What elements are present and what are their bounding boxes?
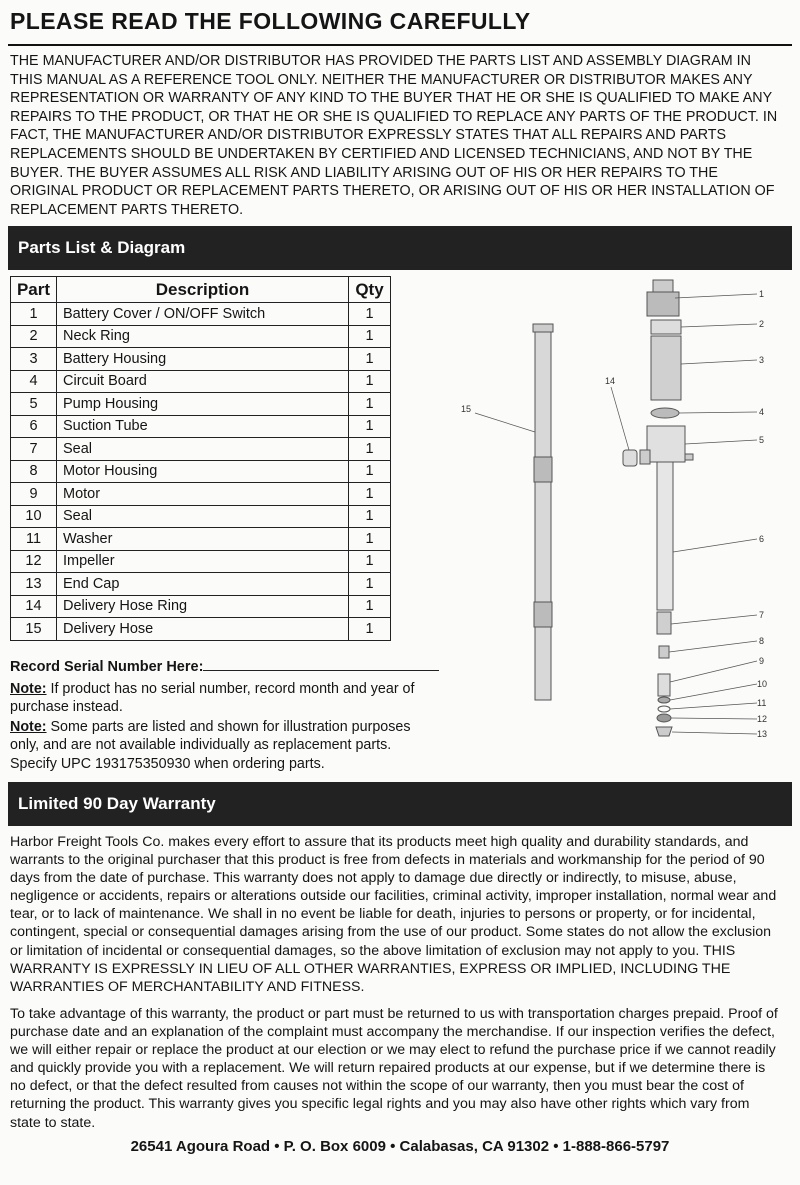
table-row bbox=[11, 303, 391, 326]
motor-part bbox=[658, 674, 670, 696]
leader-line bbox=[670, 661, 757, 682]
note-label: Note: bbox=[10, 681, 47, 697]
description-cell: Seal bbox=[57, 438, 349, 461]
leader-line bbox=[671, 718, 757, 719]
part-number-cell: 6 bbox=[11, 415, 57, 438]
title-divider bbox=[8, 44, 792, 46]
leader-line bbox=[671, 615, 757, 624]
diagram-label: 10 bbox=[757, 679, 768, 689]
description-cell: Delivery Hose Ring bbox=[57, 595, 349, 618]
impeller-part bbox=[657, 714, 671, 722]
circuit-board-part bbox=[651, 408, 679, 418]
warranty-section-header: Limited 90 Day Warranty bbox=[8, 782, 792, 826]
table-row bbox=[11, 505, 391, 528]
part-number-cell: 4 bbox=[11, 370, 57, 393]
seal-part bbox=[658, 697, 670, 703]
neck-ring-part bbox=[651, 320, 681, 334]
disclaimer-text: THE MANUFACTURER AND/OR DISTRIBUTOR HAS PROVIDED THE PARTS LIST AND ASSEMBLY DIAGRAM IN THIS MANUAL AS A REFERENCE TOOL ONLY. NEITHER THE MANUFACTURER OR DISTRIBUTOR MAKES ANY REPRESENTATION OR WARRANTY OF ANY KIND TO THE BUYER THAT HE OR SHE IS QUALIFIED TO MAKE ANY REPAIRS TO THE PRODUCT, OR THAT HE OR SHE IS QUALIFIED TO REPLACE ANY PARTS OF THE PRODUCT. IN FACT, THE MANUFACTURER AND/OR DISTRIBUTOR EXPRESSLY STATES THAT ALL REPAIRS AND PARTS REPLACEMENTS SHOULD BE UNDERTAKEN BY CERTIFIED AND LICENSED TECHNICIANS, AND NOT BY THE BUYER. THE BUYER ASSUMES ALL RISK AND LIABILITY ARISING OUT OF HIS OR HER REPAIRS TO THE ORIGINAL PRODUCT OR REPLACEMENT PARTS THERETO, OR ARISING OUT OF HIS OR HER INSTALLATION OF REPLACEMENT PARTS THERETO. bbox=[10, 53, 778, 218]
part-number-cell: 9 bbox=[11, 483, 57, 506]
part-number-cell: 13 bbox=[11, 573, 57, 596]
washer-part bbox=[658, 706, 670, 712]
table-row bbox=[11, 618, 391, 641]
table-row bbox=[11, 325, 391, 348]
diagram-label: 8 bbox=[759, 636, 765, 646]
part-number-cell: 15 bbox=[11, 618, 57, 641]
description-cell: Battery Housing bbox=[57, 348, 349, 371]
qty-cell: 1 bbox=[349, 618, 391, 641]
serial-number-blank-line bbox=[203, 656, 439, 671]
qty-cell: 1 bbox=[349, 393, 391, 416]
diagram-label: 13 bbox=[757, 729, 768, 739]
part-number-cell: 1 bbox=[11, 303, 57, 326]
leader-line bbox=[681, 360, 757, 364]
table-row bbox=[11, 528, 391, 551]
qty-cell: 1 bbox=[349, 370, 391, 393]
description-cell: Motor Housing bbox=[57, 460, 349, 483]
part-number-cell: 3 bbox=[11, 348, 57, 371]
diagram-label: 2 bbox=[759, 319, 765, 329]
leader-line bbox=[675, 294, 757, 298]
pump-housing-part bbox=[647, 426, 685, 462]
serial-number-label: Record Serial Number Here: bbox=[10, 659, 204, 675]
leader-line bbox=[669, 641, 757, 652]
description-cell: Seal bbox=[57, 505, 349, 528]
motor-housing-part bbox=[659, 646, 669, 658]
qty-cell: 1 bbox=[349, 325, 391, 348]
diagram-label: 6 bbox=[759, 534, 765, 544]
note-parts bbox=[10, 718, 440, 773]
note-serial bbox=[10, 680, 440, 717]
end-cap-part bbox=[656, 727, 672, 736]
diagram-label: 1 bbox=[759, 289, 765, 299]
column-header-qty: Qty bbox=[349, 277, 391, 303]
qty-cell: 1 bbox=[349, 505, 391, 528]
description-cell: Circuit Board bbox=[57, 370, 349, 393]
diagram-label: 12 bbox=[757, 714, 768, 724]
diagram-label: 7 bbox=[759, 610, 765, 620]
pump-housing-outlet bbox=[640, 450, 650, 464]
delivery-hose-band bbox=[534, 602, 552, 627]
delivery-hose-part bbox=[535, 330, 551, 700]
qty-cell: 1 bbox=[349, 460, 391, 483]
table-row bbox=[11, 595, 391, 618]
warranty-paragraph-2: To take advantage of this warranty, the product or part must be returned to us with transportation charges prepaid. Proof of purchase date and an explanation of the complaint must accompany the merchandise. If our inspection verifies the defect, we will either repair or replace the product at our election or we may elect to refund the purchase price if we cannot readily and quickly provide you with a replacement. We will return repaired products at our expense, but if we determine there is no defect, or that the defect resulted from causes not within the scope of our warranty, then you must bear the cost of returning the product. This warranty gives you specific legal rights and you may also have other rights which vary from state to state. bbox=[10, 1006, 778, 1131]
description-cell: End Cap bbox=[57, 573, 349, 596]
delivery-hose-end bbox=[533, 324, 553, 332]
pump-housing-clip bbox=[685, 454, 693, 460]
description-cell: Motor bbox=[57, 483, 349, 506]
table-row bbox=[11, 393, 391, 416]
qty-cell: 1 bbox=[349, 573, 391, 596]
table-row bbox=[11, 550, 391, 573]
leader-line bbox=[685, 440, 757, 444]
part-number-cell: 7 bbox=[11, 438, 57, 461]
qty-cell: 1 bbox=[349, 595, 391, 618]
diagram-label: 14 bbox=[605, 376, 616, 386]
assembly-diagram bbox=[445, 272, 795, 767]
qty-cell: 1 bbox=[349, 550, 391, 573]
leader-line bbox=[672, 732, 757, 734]
leader-line bbox=[673, 539, 757, 552]
table-row bbox=[11, 483, 391, 506]
part-number-cell: 2 bbox=[11, 325, 57, 348]
description-cell: Battery Cover / ON/OFF Switch bbox=[57, 303, 349, 326]
qty-cell: 1 bbox=[349, 483, 391, 506]
description-cell: Neck Ring bbox=[57, 325, 349, 348]
company-address: 26541 Agoura Road • P. O. Box 6009 • Calabasas, CA 91302 • 1-888-866-5797 bbox=[130, 1138, 670, 1155]
parts-section-header: Parts List & Diagram bbox=[8, 226, 792, 270]
part-number-cell: 14 bbox=[11, 595, 57, 618]
battery-housing-part bbox=[651, 336, 681, 400]
serial-number-field bbox=[10, 656, 439, 675]
battery-cover-part bbox=[647, 292, 679, 316]
table-row bbox=[11, 573, 391, 596]
description-cell: Pump Housing bbox=[57, 393, 349, 416]
part-number-cell: 8 bbox=[11, 460, 57, 483]
table-row bbox=[11, 348, 391, 371]
description-cell: Washer bbox=[57, 528, 349, 551]
qty-cell: 1 bbox=[349, 438, 391, 461]
diagram-label: 5 bbox=[759, 435, 765, 445]
diagram-label: 11 bbox=[757, 698, 767, 708]
table-row bbox=[11, 370, 391, 393]
note-text: If product has no serial number, record month and year of purchase instead. bbox=[10, 681, 415, 716]
diagram-label: 3 bbox=[759, 355, 765, 365]
diagram-label: 15 bbox=[461, 404, 472, 414]
part-number-cell: 5 bbox=[11, 393, 57, 416]
table-row bbox=[11, 415, 391, 438]
qty-cell: 1 bbox=[349, 415, 391, 438]
part-number-cell: 12 bbox=[11, 550, 57, 573]
description-cell: Suction Tube bbox=[57, 415, 349, 438]
warranty-paragraph-1: Harbor Freight Tools Co. makes every effort to assure that its products meet high quality and durability standards, and warrants to the original purchaser that this product is free from defects in materials and workmanship for the period of 90 days from the date of purchase. This warranty does not apply to damage due directly or indirectly, to misuse, abuse, negligence or accidents, repairs or alterations outside our facilities, criminal activity, improper installation, normal wear and tear, or to lack of maintenance. We shall in no event be liable for death, injuries to persons or property, or for incidental, contingent, special or consequential damages arising from the use of our product. Some states do not allow the exclusion or limitation of incidental or consequential damages, so the above limitation of exclusion may not apply to you. THIS WARRANTY IS EXPRESSLY IN LIEU OF ALL OTHER WARRANTIES, EXPRESS OR IMPLIED, INCLUDING THE WARRANTIES OF MERCHANTABILITY AND FITNESS. bbox=[10, 834, 777, 995]
diagram-label: 9 bbox=[759, 656, 765, 666]
qty-cell: 1 bbox=[349, 303, 391, 326]
battery-cover-part bbox=[653, 280, 673, 292]
page-title: PLEASE READ THE FOLLOWING CAREFULLY bbox=[10, 8, 531, 34]
column-header-part: Part bbox=[11, 277, 57, 303]
note-label: Note: bbox=[10, 719, 47, 735]
leader-line bbox=[670, 703, 757, 709]
leader-line bbox=[681, 324, 757, 327]
diagram-label: 4 bbox=[759, 407, 765, 417]
leader-line bbox=[679, 412, 757, 413]
column-header-description: Description bbox=[57, 277, 349, 303]
suction-tube-part bbox=[657, 462, 673, 610]
note-text: Some parts are listed and shown for illustration purposes only, and are not available individually as replacement parts. Specify UPC 193175350930 when ordering parts. bbox=[10, 719, 411, 772]
part-number-cell: 10 bbox=[11, 505, 57, 528]
parts-table bbox=[10, 276, 391, 641]
table-row bbox=[11, 438, 391, 461]
table-row bbox=[11, 460, 391, 483]
seal-part bbox=[657, 612, 671, 634]
description-cell: Impeller bbox=[57, 550, 349, 573]
qty-cell: 1 bbox=[349, 528, 391, 551]
delivery-hose-band bbox=[534, 457, 552, 482]
leader-line bbox=[475, 413, 535, 432]
hose-ring-part bbox=[623, 450, 637, 466]
part-number-cell: 11 bbox=[11, 528, 57, 551]
description-cell: Delivery Hose bbox=[57, 618, 349, 641]
qty-cell: 1 bbox=[349, 348, 391, 371]
table-header-row bbox=[11, 277, 391, 303]
leader-line bbox=[670, 684, 757, 700]
leader-line bbox=[611, 387, 629, 450]
